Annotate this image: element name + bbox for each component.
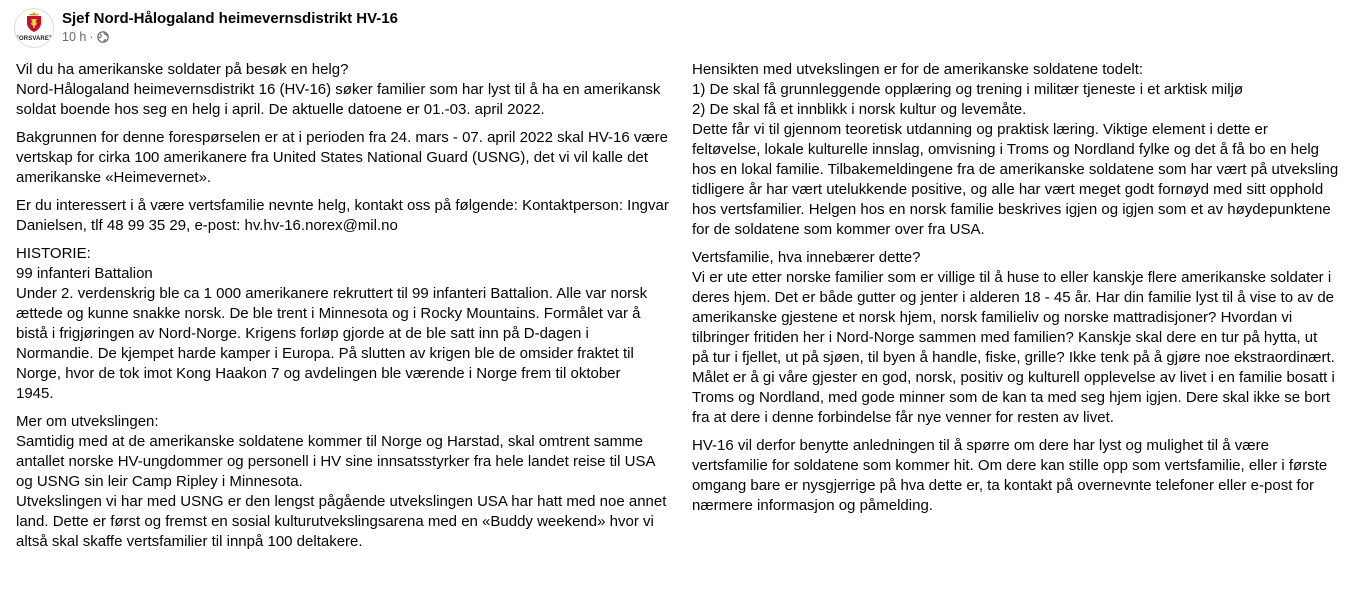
text-line: Normandie. De kjempet harde kamper i Europa. På slutten av krigen ble de omsider fraktet til xyxy=(16,345,634,362)
text-line: 1945. xyxy=(16,385,54,402)
page-name-link[interactable]: Sjef Nord-Hålogaland heimevernsdistrikt HV-16 xyxy=(62,10,398,27)
text-line: deres hjem. Det er både gutter og jenter i alderen 18 - 45 år. Har din familie lyst til å vise to av de xyxy=(692,289,1334,306)
text-line: Vi er ute etter norske familier som er villige til å huse to eller kanskje flere amerikanske soldater i xyxy=(692,269,1332,286)
text-line: Utvekslingen vi har med USNG er den lengst pågående utvekslingen USA har hatt med noe annet xyxy=(16,493,667,510)
text-line: Mer om utvekslingen: xyxy=(16,413,159,430)
post-header xyxy=(14,8,398,48)
post-body-right-column xyxy=(692,60,1352,524)
text-line: Vertsfamilie, hva innebærer dette? xyxy=(692,249,921,266)
text-line: Troms og Nordland, med gode minner som de kan ta med seg hjem igjen. Dere skal ikke se bort xyxy=(692,389,1331,406)
text-line: 1) De skal få grunnleggende opplæring og trening i militær tjeneste i et arktisk miljø xyxy=(692,81,1244,98)
avatar[interactable] xyxy=(14,8,54,48)
text-line: Samtidig med at de amerikanske soldatene kommer til Norge og Harstad, skal omtrent samme xyxy=(16,433,643,450)
text-line: ættede og kunne snakke norsk. De ble trent i Minnesota og i Rocky Mountains. Formålet var å xyxy=(16,305,641,322)
text-line: tidligere år har vært utelukkende positive, og alle har vært meget godt fornøyd med sitt opphold xyxy=(692,181,1324,198)
post-body-left-column xyxy=(16,60,669,560)
text-line: Er du interessert i å være vertsfamilie nevnte helg, kontakt oss på følgende: Kontaktperson: Ingvar xyxy=(16,197,669,214)
paragraph-background xyxy=(16,128,669,188)
text-line: soldat boende hos seg en helg i april. De aktuelle datoene er 01.-03. april 2022. xyxy=(16,101,545,118)
text-line: Norge, hvor de tok imot Kong Haakon 7 og avdelingen ble værende i Norge frem til oktober xyxy=(16,365,621,382)
text-line: Dette får vi til gjennom teoretisk utdanning og praktisk læring. Viktige element i dette er xyxy=(692,121,1268,138)
paragraph-intro xyxy=(16,60,666,120)
text-line: for de soldatene som kommer over fra USA. xyxy=(692,221,985,238)
text-line: fra at dere i denne forbindelse får nye venner for resten av livet. xyxy=(692,409,1114,426)
post-timestamp[interactable]: 10 h xyxy=(62,30,87,44)
text-line: nærmere informasjon og påmelding. xyxy=(692,497,933,514)
post-meta xyxy=(62,8,398,45)
text-line: Danielsen, tlf 48 99 35 29, e-post: hv.hv-16.norex@mil.no xyxy=(16,217,398,234)
globe-icon[interactable] xyxy=(97,31,109,43)
text-line: Nord-Hålogaland heimevernsdistrikt 16 (HV-16) søker familier som har lyst til å ha en amerikansk xyxy=(16,81,661,98)
text-line: 99 infanteri Battalion xyxy=(16,265,153,282)
text-line: Vil du ha amerikanske soldater på besøk en helg? xyxy=(16,61,349,78)
post-subline xyxy=(62,29,398,45)
paragraph-history xyxy=(16,244,666,404)
text-line: amerikanske gjestene et norsk hjem, norsk familieliv og norske mattradisjoner? Hvordan vi xyxy=(692,309,1293,326)
text-line: omgang bare er nysgjerrige på hva dette er, ta kontakt på overnevnte telefoner eller e-post for xyxy=(692,477,1315,494)
paragraph-exchange-more xyxy=(16,412,666,552)
text-line: og USNG sin leir Camp Ripley i Minnesota. xyxy=(16,473,303,490)
text-line: tilbringer fritiden her i Nord-Norge sammen med familien? Kanskje skal dere en tur på hytta, ut xyxy=(692,329,1318,346)
paragraph-contact xyxy=(16,196,669,236)
text-line: altså skal skaffe vertsfamilier til innpå 100 deltakere. xyxy=(16,533,363,550)
text-line: Målet er å gi våre gjester en god, norsk, positiv og kulturell opplevelse av livet i en familie bosatt i xyxy=(692,369,1335,386)
forsvaret-logo-text: FORSVARET xyxy=(15,36,53,42)
coat-of-arms-icon xyxy=(26,12,42,32)
text-line: på tur i fjellet, ut på sjøen, til byen å handle, fiske, grille? Ikke tenk på å gjøre noe ekstraordinært. xyxy=(692,349,1335,366)
text-line: HV-16 vil derfor benytte anledningen til å spørre om dere har lyst og mulighet til å være xyxy=(692,437,1269,454)
text-line: bistå i frigjøringen av Nord-Norge. Krigens forløp gjorde at de ble satt inn på D-dagen i xyxy=(16,325,589,342)
text-line: hos vertsfamilier. Helgen hos en norsk familie beskrives igjen og igjen som et av høydepunktene xyxy=(692,201,1331,218)
separator-dot: · xyxy=(89,30,94,44)
text-line: feltøvelse, lokale kulturelle innslag, omvisning i Troms og Nordland fylke og det å få bo en helg xyxy=(692,141,1320,158)
paragraph-closing xyxy=(692,436,1352,516)
paragraph-host-family xyxy=(692,248,1352,428)
text-line: HISTORIE: xyxy=(16,245,91,262)
text-line: Bakgrunnen for denne forespørselen er at i perioden fra 24. mars - 07. april 2022 skal HV-16 være xyxy=(16,129,669,146)
text-line: hos en lokal familie. Tilbakemeldingene fra de amerikanske soldatene som har vært på utveksling xyxy=(692,161,1339,178)
text-line: Under 2. verdenskrig ble ca 1 000 amerikanere rekruttert til 99 infanteri Battalion. Alle var norsk xyxy=(16,285,648,302)
text-line: 2) De skal få et innblikk i norsk kultur og levemåte. xyxy=(692,101,1027,118)
text-line: vertsfamilie for soldatene som kommer hit. Om dere kan stille opp som vertsfamilie, eller i første xyxy=(692,457,1328,474)
text-line: vertskap for cirka 100 amerikanere fra United States National Guard (USNG), det vi vil kalle det xyxy=(16,149,648,166)
text-line: amerikanske «Heimevernet». xyxy=(16,169,212,186)
text-line: antallet norske HV-ungdommer og personell i HV sine innsatsstyrker fra hele landet reise til USA xyxy=(16,453,656,470)
paragraph-purpose xyxy=(692,60,1352,240)
text-line: Hensikten med utvekslingen er for de amerikanske soldatene todelt: xyxy=(692,61,1144,78)
text-line: land. Dette er først og fremst en sosial kulturutvekslingsarena med en «Buddy weekend» hvor vi xyxy=(16,513,654,530)
